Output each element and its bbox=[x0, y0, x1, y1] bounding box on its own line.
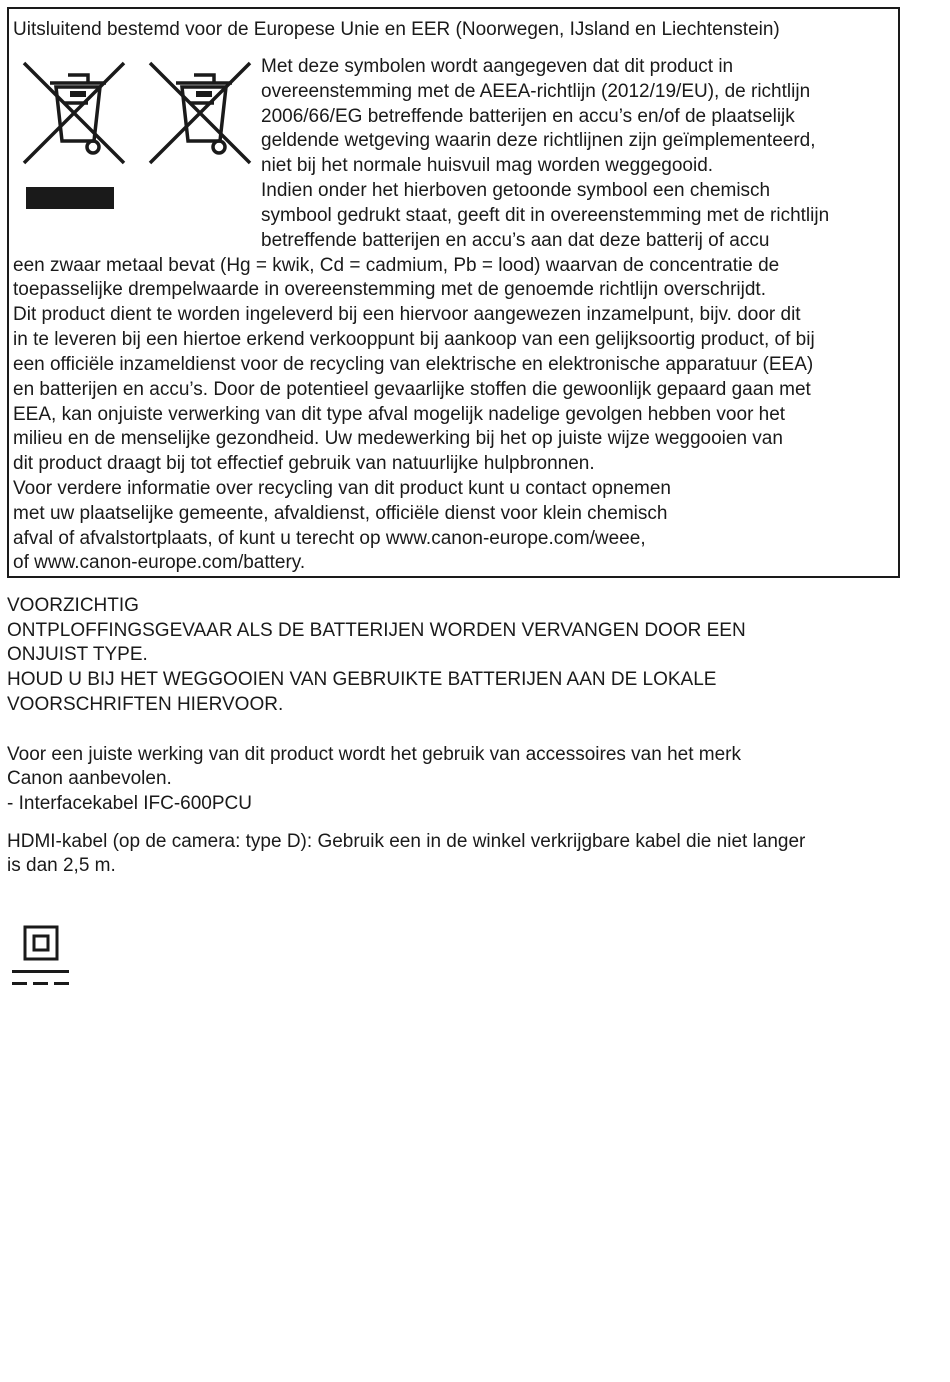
body-text-line: Dit product dient te worden ingeleverd bij een hiervoor aangewezen inzamelpunt, bijv. door dit bbox=[13, 304, 801, 325]
symbol-text-line: Met deze symbolen wordt aangegeven dat dit product in bbox=[261, 56, 734, 77]
crossed-out-wheelie-bin-icon bbox=[142, 55, 254, 167]
body-text-line: milieu en de menselijke gezondheid. Uw medewerking bij het op juiste wijze weggooien van bbox=[13, 428, 783, 449]
caution-line: ONJUIST TYPE. bbox=[7, 644, 148, 665]
accessories-item: - Interfacekabel IFC-600PCU bbox=[7, 793, 252, 814]
body-text-line: toepasselijke drempelwaarde in overeenstemming met de genoemde richtlijn overschrijdt. bbox=[13, 279, 766, 300]
symbol-text-line: symbool gedrukt staat, geeft dit in overeenstemming met de richtlijn bbox=[261, 205, 830, 226]
accessories-line: Voor een juiste werking van dit product wordt het gebruik van accessoires van het merk bbox=[7, 744, 741, 765]
body-text-line: in te leveren bij een hiertoe erkend verkooppunt bij aankoop van een gelijksoortig product, of bij bbox=[13, 329, 815, 350]
body-text-line: EEA, kan onjuiste verwerking van dit type afval mogelijk nadelige gevolgen hebben voor het bbox=[13, 404, 786, 425]
body-text-line: met uw plaatselijke gemeente, afvaldienst, officiële dienst voor klein chemisch bbox=[13, 503, 668, 524]
symbol-text-line: Indien onder het hierboven getoonde symbool een chemisch bbox=[261, 180, 771, 201]
symbol-text-line: niet bij het normale huisvuil mag worden weggegooid. bbox=[261, 155, 714, 176]
body-text-line: een zwaar metaal bevat (Hg = kwik, Cd = cadmium, Pb = lood) waarvan de concentratie de bbox=[13, 255, 780, 276]
body-text-line: afval of afvalstortplaats, of kunt u terecht op www.canon-europe.com/weee, bbox=[13, 528, 646, 549]
caution-line: ONTPLOFFINGSGEVAAR ALS DE BATTERIJEN WORDEN VERVANGEN DOOR EEN bbox=[7, 620, 746, 641]
accessories-line: Canon aanbevolen. bbox=[7, 768, 172, 789]
hdmi-line: HDMI-kabel (op de camera: type D): Gebruik een in de winkel verkrijgbare kabel die niet langer bbox=[7, 831, 806, 852]
crossed-out-wheelie-bin-icon bbox=[16, 55, 128, 167]
eu-disposal-notice-box bbox=[7, 7, 900, 578]
body-text-line: en batterijen en accu’s. Door de potentieel gevaarlijke stoffen die gewoonlijk gepaard gaan met bbox=[13, 379, 811, 400]
double-insulation-icon bbox=[23, 925, 59, 961]
direct-current-icon bbox=[12, 968, 70, 988]
symbol-text-line: geldende wetgeving waarin deze richtlijnen zijn geïmplementeerd, bbox=[261, 130, 816, 151]
eu-box-title: Uitsluitend bestemd voor de Europese Unie en EER (Noorwegen, IJsland en Liechtenstein) bbox=[13, 19, 780, 40]
caution-line: VOORSCHRIFTEN HIERVOOR. bbox=[7, 694, 284, 715]
black-bar-icon bbox=[26, 187, 114, 209]
body-text-line: dit product draagt bij tot effectief gebruik van natuurlijke hulpbronnen. bbox=[13, 453, 595, 474]
symbol-text-line: 2006/66/EG betreffende batterijen en accu’s en/of de plaatselijk bbox=[261, 106, 795, 127]
body-text-line: een officiële inzameldienst voor de recycling van elektrische en elektronische apparatuur (EEA) bbox=[13, 354, 814, 375]
body-text-line: of www.canon-europe.com/battery. bbox=[13, 552, 306, 573]
caution-line: HOUD U BIJ HET WEGGOOIEN VAN GEBRUIKTE BATTERIJEN AAN DE LOKALE bbox=[7, 669, 717, 690]
symbol-text-line: overeenstemming met de AEEA-richtlijn (2012/19/EU), de richtlijn bbox=[261, 81, 811, 102]
body-text-line: Voor verdere informatie over recycling van dit product kunt u contact opnemen bbox=[13, 478, 671, 499]
caution-heading: VOORZICHTIG bbox=[7, 595, 139, 616]
symbol-text-line: betreffende batterijen en accu’s aan dat deze batterij of accu bbox=[261, 230, 770, 251]
hdmi-line: is dan 2,5 m. bbox=[7, 855, 116, 876]
